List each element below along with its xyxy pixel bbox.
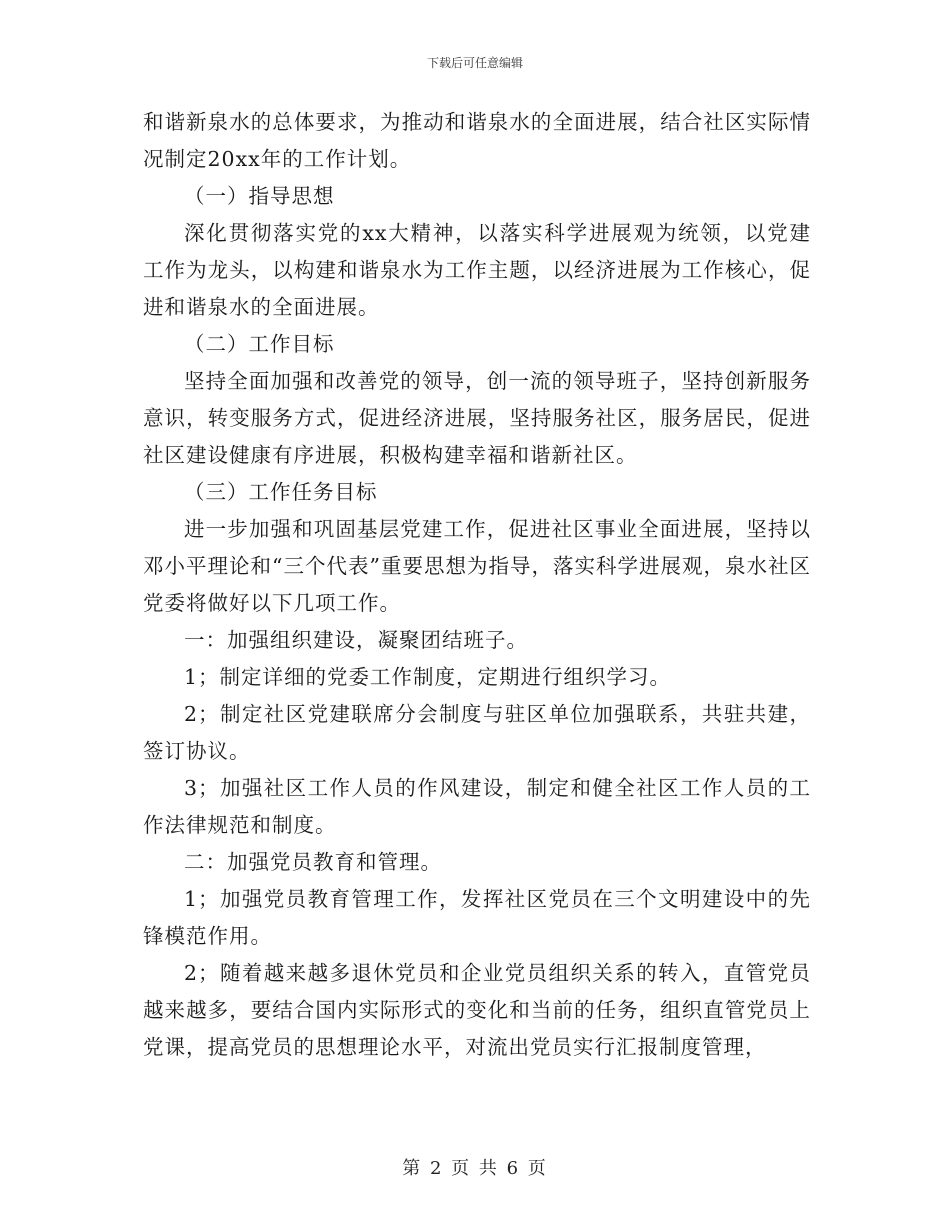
- subheading-party-education: 二：加强党员教育和管理。: [184, 850, 442, 874]
- section-heading-task-goals: （三）工作任务目标: [184, 480, 378, 504]
- page-header-note: 下载后可任意编辑: [426, 56, 523, 70]
- section-heading-guiding-ideology: （一）指导思想: [184, 184, 335, 208]
- paragraph-task-goals: 进一步加强和巩固基层党建工作，促进社区事业全面进展，坚持以邓小平理论和“三个代表”重要思想为指导，落实科学进展观，泉水社区党委将做好以下几项工作。: [143, 517, 811, 615]
- list-item-3: 3；加强社区工作人员的作风建设，制定和健全社区工作人员的工作法律规范和制度。: [143, 776, 811, 837]
- document-body: [143, 104, 811, 1066]
- paragraph-work-goals: 坚持全面加强和改善党的领导，创一流的领导班子，坚持创新服务意识，转变服务方式，促进经济进展，坚持服务社区，服务居民，促进社区建设健康有序进展，积极构建幸福和谐新社区。: [143, 369, 811, 467]
- paragraph-intro-continued: 和谐新泉水的总体要求，为推动和谐泉水的全面进展，结合社区实际情况制定20xx年的工作计划。: [143, 110, 811, 171]
- subheading-organization: 一：加强组织建设，凝聚团结班子。: [184, 628, 528, 652]
- section-heading-work-goals: （二）工作目标: [184, 332, 335, 356]
- list-item-2: 2；制定社区党建联席分会制度与驻区单位加强联系，共驻共建，签订协议。: [143, 702, 811, 763]
- list-item-1: 1；制定详细的党委工作制度，定期进行组织学习。: [184, 665, 672, 689]
- paragraph-guiding-ideology: 深化贯彻落实党的xx大精神，以落实科学进展观为统领，以党建工作为龙头，以构建和谐泉水为工作主题，以经济进展为工作核心，促进和谐泉水的全面进展。: [143, 221, 811, 319]
- page-number: 第 2 页 共 6 页: [402, 1158, 548, 1179]
- list-item-4: 1；加强党员教育管理工作，发挥社区党员在三个文明建设中的先锋模范作用。: [143, 887, 811, 948]
- list-item-5: 2；随着越来越多退休党员和企业党员组织关系的转入，直管党员越来越多，要结合国内实际形式的变化和当前的任务，组织直管党员上党课，提高党员的思想理论水平，对流出党员实行汇报制度管理，: [143, 961, 811, 1059]
